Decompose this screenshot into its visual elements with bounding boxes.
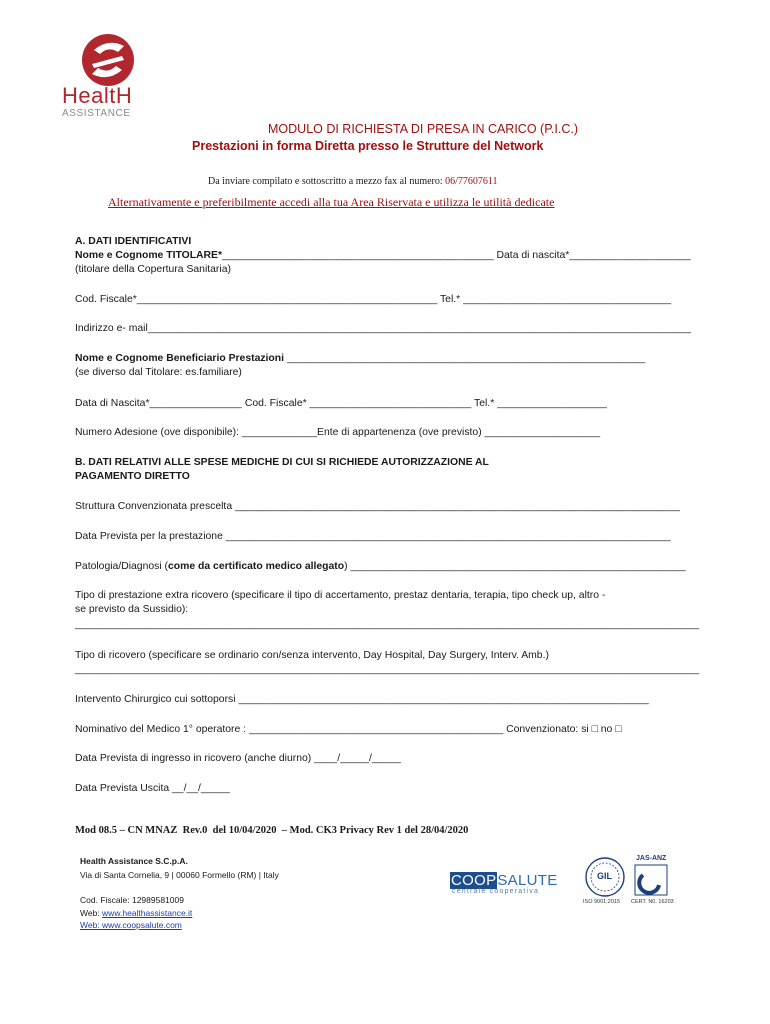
page-subtitle: Prestazioni in forma Diretta presso le Strutture del Network <box>192 139 544 153</box>
tipo-extra-label-1: Tipo di prestazione extra ricovero (specificare il tipo di accertamento, prestaz dentaria, terapia, tipo check up, altro - <box>75 590 606 601</box>
patologia-bold-note: come da certificato medico allegato <box>168 561 345 572</box>
adesione-field[interactable]: Numero Adesione (ove disponibile): _____________Ente di appartenenza (ove previsto) ____________________ <box>75 427 601 438</box>
reserved-area-link[interactable]: Alternativamente e preferibilmente accedi alla tua Area Riservata e utilizza le utilità dedicate <box>108 195 555 209</box>
titolare-label: Nome e Cognome TITOLARE* <box>75 250 223 261</box>
coop-wordmark-first: COOP <box>451 872 497 889</box>
patologia-label: Patologia/Diagnosi ( <box>75 561 168 572</box>
email-field[interactable]: Indirizzo e- mail______________________________________________________________________________________________ <box>75 323 691 334</box>
fax-number: 06/77607611 <box>445 176 498 187</box>
titolare-field[interactable]: _______________________________________________ <box>222 250 494 261</box>
coopsalute-link[interactable]: Web: www.coopsalute.com <box>80 920 182 930</box>
brand-tagline: ASSISTANCE <box>62 108 131 119</box>
patologia-field[interactable]: ) __________________________________________________________ <box>344 561 686 572</box>
fax-instruction <box>208 176 498 187</box>
ingresso-field[interactable]: Data Prevista di ingresso in ricovero (anche diurno) ____/_____/_____ <box>75 753 401 764</box>
codice-fiscale-tel-field[interactable]: Cod. Fiscale*____________________________________________________ Tel.* ____________________________________ <box>75 294 672 305</box>
tipo-extra-label-2: se previsto da Sussidio): <box>75 604 189 615</box>
data-prevista-field[interactable]: Data Prevista per la prestazione _____________________________________________________________________________ <box>75 531 671 542</box>
footer-company: Health Assistance S.C.p.A. <box>80 856 188 866</box>
fax-text: Da inviare compilato e sottoscritto a mezzo fax al numero: <box>208 176 446 187</box>
coop-wordmark-rest: SALUTE <box>497 872 558 889</box>
cert-mark: GIL <box>597 871 612 881</box>
beneficiario-field[interactable]: ______________________________________________________________ <box>284 353 646 364</box>
titolare-note: (titolare della Copertura Sanitaria) <box>75 264 231 275</box>
mod-revision-line: Mod 08.5 – CN MNAZ Rev.0 del 10/04/2020 – Mod. CK3 Privacy Rev 1 del 28/04/2020 <box>75 825 469 836</box>
beneficiario-row <box>75 353 645 364</box>
footer-web-1 <box>80 908 192 918</box>
coop-tagline: centrale cooperativa <box>452 888 540 895</box>
health-assistance-logo <box>50 30 160 122</box>
beneficiario-label: Nome e Cognome Beneficiario Prestazioni <box>75 353 285 364</box>
footer-cf: Cod. Fiscale: 12989581009 <box>80 895 184 905</box>
footer-address: Via di Santa Cornelia, 9 | 00060 Formello (RM) | Italy <box>80 870 279 880</box>
medico-field[interactable]: Nominativo del Medico 1° operatore : ____________________________________________ Convenzionato: si □ no □ <box>75 724 622 735</box>
coop-wordmark <box>450 872 558 889</box>
cert-iso: ISO 9001:2015 <box>583 899 621 905</box>
tipo-extra-field[interactable]: ____________________________________________________________________________________________________________ <box>75 619 700 630</box>
struttura-field[interactable]: Struttura Convenzionata prescelta _____________________________________________________________________________ <box>75 501 680 512</box>
certification-logo <box>583 855 673 907</box>
section-b-heading-1: B. DATI RELATIVI ALLE SPESE MEDICHE DI CUI SI RICHIEDE AUTORIZZAZIONE AL <box>75 457 489 468</box>
logo-mark-icon <box>50 30 160 90</box>
cert-label: JAS-ANZ <box>636 855 667 862</box>
beneficiario-note: (se diverso dal Titolare: es.familiare) <box>75 367 242 378</box>
beneficiario-details-field[interactable]: Data di Nascita*________________ Cod. Fiscale* ____________________________ Tel.* ___________________ <box>75 398 607 409</box>
section-a-heading: A. DATI IDENTIFICATIVI <box>75 236 192 247</box>
intervento-field[interactable]: Intervento Chirurgico cui sottoporsi _______________________________________________________________________ <box>75 694 649 705</box>
section-b-heading-2: PAGAMENTO DIRETTO <box>75 471 190 482</box>
healthassistance-link[interactable]: www.healthassistance.it <box>102 908 193 918</box>
footer-web-2 <box>80 920 182 930</box>
page-title: MODULO DI RICHIESTA DI PRESA IN CARICO (P.I.C.) <box>268 122 579 136</box>
nascita-field[interactable]: _____________________ <box>569 250 691 261</box>
tipo-ricovero-label: Tipo di ricovero (specificare se ordinario con/senza intervento, Day Hospital, Day Surgery, Interv. Amb.) <box>75 650 549 661</box>
uscita-field[interactable]: Data Prevista Uscita __/__/_____ <box>75 783 230 794</box>
tipo-ricovero-field[interactable]: ____________________________________________________________________________________________________________ <box>75 664 700 675</box>
titolare-row <box>75 250 691 261</box>
nascita-label: Data di nascita* <box>493 250 570 261</box>
coopsalute-logo <box>450 872 558 896</box>
patologia-row[interactable] <box>75 561 686 572</box>
cert-number: CERT. N0. 16203 <box>631 899 674 905</box>
brand-name: HealtH <box>62 83 133 108</box>
web-label: Web: <box>80 908 103 918</box>
